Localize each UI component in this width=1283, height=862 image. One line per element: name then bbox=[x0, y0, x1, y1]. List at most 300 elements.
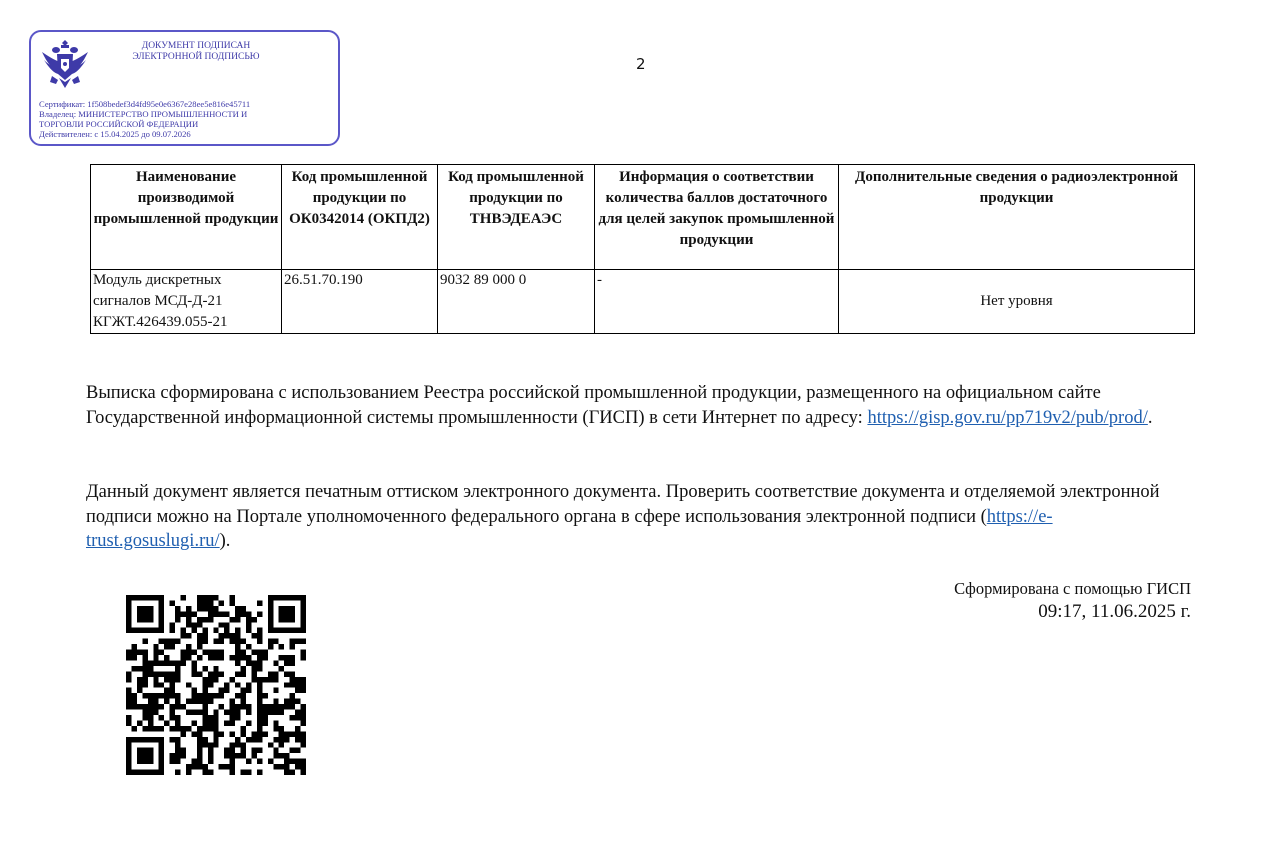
qr-module bbox=[273, 726, 278, 731]
qr-module bbox=[208, 715, 213, 720]
qr-module bbox=[224, 688, 229, 693]
qr-module bbox=[219, 693, 224, 698]
qr-module bbox=[268, 639, 273, 644]
qr-module bbox=[246, 628, 251, 633]
qr-module bbox=[148, 671, 153, 676]
qr-module bbox=[131, 699, 136, 704]
qr-module bbox=[142, 682, 147, 687]
qr-module bbox=[301, 715, 306, 720]
qr-module bbox=[159, 737, 164, 742]
qr-module bbox=[153, 693, 158, 698]
qr-module bbox=[186, 764, 191, 769]
qr-module bbox=[175, 666, 180, 671]
qr-module bbox=[148, 628, 153, 633]
qr-module bbox=[262, 715, 267, 720]
qr-module bbox=[126, 671, 131, 676]
qr-module bbox=[279, 655, 284, 660]
qr-module bbox=[148, 606, 153, 611]
qr-module bbox=[230, 715, 235, 720]
qr-module bbox=[170, 726, 175, 731]
qr-module bbox=[126, 617, 131, 622]
e-trust-link[interactable]: https://e-trust.gosuslugi.ru/ bbox=[86, 506, 1053, 552]
qr-module bbox=[246, 622, 251, 627]
qr-module bbox=[213, 726, 218, 731]
qr-module bbox=[175, 742, 180, 747]
qr-module bbox=[170, 688, 175, 693]
qr-module bbox=[257, 748, 262, 753]
qr-module bbox=[295, 677, 300, 682]
qr-module bbox=[197, 699, 202, 704]
qr-module bbox=[175, 704, 180, 709]
qr-module bbox=[235, 655, 240, 660]
qr-module bbox=[290, 682, 295, 687]
qr-module bbox=[235, 715, 240, 720]
qr-module bbox=[279, 628, 284, 633]
qr-module bbox=[137, 688, 142, 693]
qr-module bbox=[191, 628, 196, 633]
qr-module bbox=[268, 704, 273, 709]
qr-module bbox=[241, 699, 246, 704]
qr-module bbox=[219, 731, 224, 736]
qr-module bbox=[230, 639, 235, 644]
qr-module bbox=[235, 617, 240, 622]
qr-module bbox=[208, 682, 213, 687]
qr-module bbox=[257, 710, 262, 715]
qr-module bbox=[126, 704, 131, 709]
qr-module bbox=[197, 748, 202, 753]
qr-module bbox=[170, 660, 175, 665]
qr-module bbox=[202, 595, 207, 600]
qr-module bbox=[246, 682, 251, 687]
table-header-row bbox=[91, 165, 1195, 270]
qr-module bbox=[213, 650, 218, 655]
qr-module bbox=[284, 655, 289, 660]
qr-module bbox=[284, 699, 289, 704]
qr-module bbox=[241, 688, 246, 693]
qr-module bbox=[148, 611, 153, 616]
stamp-owner: ТОРГОВЛИ РОССИЙСКОЙ ФЕДЕРАЦИИ bbox=[39, 119, 199, 129]
qr-module bbox=[230, 764, 235, 769]
qr-module bbox=[142, 671, 147, 676]
qr-module bbox=[235, 628, 240, 633]
qr-module bbox=[213, 710, 218, 715]
qr-module bbox=[273, 737, 278, 742]
qr-module bbox=[202, 682, 207, 687]
qr-module bbox=[131, 737, 136, 742]
qr-module bbox=[290, 660, 295, 665]
qr-module bbox=[175, 693, 180, 698]
qr-module bbox=[197, 644, 202, 649]
qr-module bbox=[273, 710, 278, 715]
qr-module bbox=[202, 628, 207, 633]
qr-module bbox=[273, 671, 278, 676]
cell-tnved-code: 9032 89 000 0 bbox=[438, 270, 595, 334]
qr-module bbox=[241, 655, 246, 660]
signature-stamp bbox=[29, 30, 340, 146]
qr-module bbox=[126, 742, 131, 747]
qr-module bbox=[142, 611, 147, 616]
qr-module bbox=[235, 693, 240, 698]
qr-module bbox=[295, 682, 300, 687]
qr-module bbox=[208, 595, 213, 600]
qr-module bbox=[257, 715, 262, 720]
qr-module bbox=[241, 611, 246, 616]
qr-module bbox=[137, 677, 142, 682]
qr-module bbox=[262, 693, 267, 698]
qr-module bbox=[262, 655, 267, 660]
qr-module bbox=[224, 622, 229, 627]
qr-module bbox=[257, 666, 262, 671]
qr-module bbox=[262, 704, 267, 709]
qr-module bbox=[295, 726, 300, 731]
qr-module bbox=[197, 710, 202, 715]
qr-module bbox=[284, 660, 289, 665]
qr-module bbox=[241, 671, 246, 676]
qr-module bbox=[164, 644, 169, 649]
qr-module bbox=[137, 606, 142, 611]
qr-module bbox=[213, 737, 218, 742]
header-okpd2-code: Код промышленной продукции по ОК0342014 (ОКПД2) bbox=[282, 165, 438, 270]
qr-module bbox=[268, 617, 273, 622]
qr-module bbox=[284, 606, 289, 611]
qr-module bbox=[159, 611, 164, 616]
qr-module bbox=[284, 731, 289, 736]
qr-module bbox=[290, 628, 295, 633]
qr-module bbox=[159, 660, 164, 665]
gisp-registry-link[interactable]: https://gisp.gov.ru/pp719v2/pub/prod/ bbox=[867, 407, 1148, 428]
qr-module bbox=[131, 693, 136, 698]
qr-module bbox=[257, 699, 262, 704]
qr-module bbox=[257, 737, 262, 742]
qr-module bbox=[251, 748, 256, 753]
qr-module bbox=[159, 764, 164, 769]
qr-module bbox=[268, 759, 273, 764]
stamp-certificate: Сертификат: 1f508bedef3d4fd95e0e6367e28ee5e816e45711 bbox=[39, 99, 251, 109]
qr-module bbox=[153, 650, 158, 655]
qr-module bbox=[202, 720, 207, 725]
qr-module bbox=[148, 617, 153, 622]
qr-module bbox=[191, 720, 196, 725]
qr-module bbox=[268, 742, 273, 747]
qr-module bbox=[273, 753, 278, 758]
qr-module bbox=[246, 759, 251, 764]
qr-module bbox=[241, 606, 246, 611]
qr-module bbox=[262, 650, 267, 655]
qr-module bbox=[137, 650, 142, 655]
qr-module bbox=[295, 595, 300, 600]
qr-module bbox=[197, 606, 202, 611]
qr-module bbox=[208, 650, 213, 655]
qr-module bbox=[273, 704, 278, 709]
qr-module bbox=[202, 704, 207, 709]
qr-module bbox=[301, 742, 306, 747]
qr-module bbox=[170, 710, 175, 715]
qr-module bbox=[197, 622, 202, 627]
qr-module bbox=[279, 764, 284, 769]
qr-module bbox=[153, 704, 158, 709]
qr-module bbox=[148, 715, 153, 720]
paragraph-punctuation: ). bbox=[219, 531, 231, 552]
qr-module bbox=[208, 726, 213, 731]
qr-module bbox=[170, 737, 175, 742]
qr-module bbox=[213, 677, 218, 682]
header-points-info: Информация о соответствии количества баллов достаточного для целей закупок промышленной продукции bbox=[595, 165, 839, 270]
qr-module bbox=[137, 628, 142, 633]
qr-module bbox=[219, 704, 224, 709]
qr-module bbox=[159, 606, 164, 611]
qr-module bbox=[131, 655, 136, 660]
qr-module bbox=[257, 726, 262, 731]
qr-module bbox=[290, 770, 295, 775]
qr-module bbox=[202, 633, 207, 638]
qr-module bbox=[230, 720, 235, 725]
cell-points-info: - bbox=[595, 270, 839, 334]
qr-module bbox=[197, 742, 202, 747]
cell-product-name bbox=[91, 270, 282, 334]
qr-module bbox=[164, 639, 169, 644]
qr-module bbox=[142, 666, 147, 671]
qr-module bbox=[137, 704, 142, 709]
header-product-name: Наименование производимой промышленной продукции bbox=[91, 165, 282, 270]
qr-module bbox=[186, 770, 191, 775]
qr-module bbox=[137, 753, 142, 758]
qr-module bbox=[262, 720, 267, 725]
qr-module bbox=[213, 666, 218, 671]
qr-module bbox=[159, 742, 164, 747]
qr-module bbox=[137, 682, 142, 687]
qr-module bbox=[175, 753, 180, 758]
qr-module bbox=[301, 606, 306, 611]
qr-module bbox=[137, 617, 142, 622]
qr-module bbox=[153, 655, 158, 660]
qr-module bbox=[197, 753, 202, 758]
qr-module bbox=[202, 693, 207, 698]
qr-module bbox=[268, 671, 273, 676]
page-number: 2 bbox=[636, 55, 646, 73]
qr-module bbox=[257, 611, 262, 616]
qr-module bbox=[126, 715, 131, 720]
qr-module bbox=[295, 639, 300, 644]
qr-module bbox=[208, 671, 213, 676]
qr-module bbox=[230, 770, 235, 775]
qr-module bbox=[301, 704, 306, 709]
qr-module bbox=[241, 639, 246, 644]
stamp-details bbox=[39, 99, 250, 139]
qr-module bbox=[230, 731, 235, 736]
qr-module bbox=[170, 682, 175, 687]
qr-module bbox=[284, 611, 289, 616]
qr-module bbox=[142, 606, 147, 611]
qr-module bbox=[268, 677, 273, 682]
qr-module bbox=[295, 688, 300, 693]
qr-module bbox=[235, 633, 240, 638]
qr-module bbox=[159, 693, 164, 698]
qr-module bbox=[159, 715, 164, 720]
qr-module bbox=[126, 622, 131, 627]
qr-module bbox=[224, 753, 229, 758]
qr-module bbox=[257, 770, 262, 775]
paragraph-punctuation: . bbox=[1147, 407, 1153, 428]
qr-module bbox=[235, 710, 240, 715]
qr-module bbox=[279, 611, 284, 616]
qr-module bbox=[131, 770, 136, 775]
qr-module bbox=[175, 677, 180, 682]
qr-module bbox=[301, 764, 306, 769]
qr-module bbox=[170, 704, 175, 709]
qr-module bbox=[295, 715, 300, 720]
qr-module bbox=[290, 715, 295, 720]
qr-module bbox=[208, 742, 213, 747]
qr-module bbox=[251, 737, 256, 742]
qr-module bbox=[126, 650, 131, 655]
stamp-title-line: ЭЛЕКТРОННОЙ ПОДПИСЬЮ bbox=[132, 52, 260, 62]
qr-module bbox=[230, 699, 235, 704]
qr-module bbox=[191, 764, 196, 769]
qr-module bbox=[131, 650, 136, 655]
qr-module bbox=[170, 677, 175, 682]
qr-module bbox=[219, 688, 224, 693]
qr-module bbox=[186, 710, 191, 715]
qr-module bbox=[295, 764, 300, 769]
qr-module bbox=[181, 704, 186, 709]
qr-code-icon bbox=[126, 595, 306, 775]
qr-module bbox=[219, 671, 224, 676]
qr-module bbox=[230, 633, 235, 638]
qr-module bbox=[295, 737, 300, 742]
qr-module bbox=[164, 655, 169, 660]
header-extra-info: Дополнительные сведения о радиоэлектронной продукции bbox=[839, 165, 1195, 270]
qr-module bbox=[137, 748, 142, 753]
qr-module bbox=[219, 600, 224, 605]
qr-module bbox=[126, 628, 131, 633]
qr-module bbox=[290, 693, 295, 698]
qr-module bbox=[224, 628, 229, 633]
qr-module bbox=[191, 660, 196, 665]
qr-module bbox=[246, 644, 251, 649]
qr-module bbox=[268, 628, 273, 633]
stamp-title bbox=[111, 41, 281, 63]
qr-module bbox=[175, 606, 180, 611]
qr-module bbox=[142, 726, 147, 731]
qr-module bbox=[230, 742, 235, 747]
qr-module bbox=[159, 650, 164, 655]
qr-module bbox=[219, 655, 224, 660]
qr-module bbox=[126, 764, 131, 769]
qr-module bbox=[295, 699, 300, 704]
qr-module bbox=[175, 770, 180, 775]
qr-module bbox=[219, 622, 224, 627]
generated-label: Сформирована с помощью ГИСП bbox=[954, 579, 1191, 598]
qr-module bbox=[224, 710, 229, 715]
qr-module bbox=[142, 710, 147, 715]
qr-module bbox=[208, 720, 213, 725]
qr-module bbox=[279, 595, 284, 600]
qr-module bbox=[197, 600, 202, 605]
qr-module bbox=[213, 628, 218, 633]
qr-module bbox=[202, 710, 207, 715]
verification-paragraph bbox=[86, 480, 1196, 554]
qr-module bbox=[126, 606, 131, 611]
qr-module bbox=[148, 595, 153, 600]
qr-module bbox=[164, 671, 169, 676]
qr-module bbox=[148, 704, 153, 709]
qr-module bbox=[224, 611, 229, 616]
qr-module bbox=[175, 639, 180, 644]
qr-module bbox=[290, 704, 295, 709]
qr-module bbox=[279, 617, 284, 622]
qr-module bbox=[246, 737, 251, 742]
qr-module bbox=[159, 595, 164, 600]
qr-module bbox=[257, 650, 262, 655]
qr-module bbox=[170, 628, 175, 633]
qr-module bbox=[241, 666, 246, 671]
qr-module bbox=[235, 644, 240, 649]
coat-of-arms-icon bbox=[40, 38, 90, 90]
qr-module bbox=[246, 704, 251, 709]
qr-module bbox=[186, 655, 191, 660]
qr-module bbox=[164, 660, 169, 665]
qr-module bbox=[197, 737, 202, 742]
qr-module bbox=[246, 770, 251, 775]
qr-module bbox=[257, 682, 262, 687]
registry-source-paragraph bbox=[86, 381, 1196, 430]
qr-module bbox=[224, 720, 229, 725]
qr-module bbox=[251, 650, 256, 655]
qr-module bbox=[219, 611, 224, 616]
qr-module bbox=[142, 693, 147, 698]
qr-module bbox=[301, 611, 306, 616]
qr-module bbox=[301, 628, 306, 633]
qr-module bbox=[202, 688, 207, 693]
qr-module bbox=[126, 770, 131, 775]
qr-module bbox=[251, 660, 256, 665]
qr-module bbox=[273, 628, 278, 633]
qr-module bbox=[148, 660, 153, 665]
qr-module bbox=[279, 726, 284, 731]
qr-module bbox=[126, 688, 131, 693]
qr-module bbox=[208, 699, 213, 704]
qr-module bbox=[202, 715, 207, 720]
qr-module bbox=[224, 764, 229, 769]
qr-module bbox=[284, 628, 289, 633]
qr-module bbox=[142, 639, 147, 644]
qr-module bbox=[241, 753, 246, 758]
qr-module bbox=[191, 650, 196, 655]
qr-module bbox=[159, 600, 164, 605]
qr-module bbox=[202, 764, 207, 769]
qr-module bbox=[159, 704, 164, 709]
qr-module bbox=[181, 628, 186, 633]
qr-module bbox=[153, 677, 158, 682]
qr-module bbox=[268, 595, 273, 600]
qr-module bbox=[142, 715, 147, 720]
qr-module bbox=[197, 639, 202, 644]
qr-module bbox=[241, 704, 246, 709]
qr-module bbox=[153, 699, 158, 704]
qr-module bbox=[279, 742, 284, 747]
qr-module bbox=[126, 655, 131, 660]
qr-module bbox=[142, 617, 147, 622]
qr-module bbox=[257, 677, 262, 682]
qr-module bbox=[181, 753, 186, 758]
qr-module bbox=[279, 737, 284, 742]
qr-module bbox=[257, 633, 262, 638]
qr-module bbox=[301, 617, 306, 622]
qr-module bbox=[142, 770, 147, 775]
qr-module bbox=[197, 633, 202, 638]
qr-module bbox=[181, 660, 186, 665]
cell-extra-info: Нет уровня bbox=[839, 270, 1195, 334]
